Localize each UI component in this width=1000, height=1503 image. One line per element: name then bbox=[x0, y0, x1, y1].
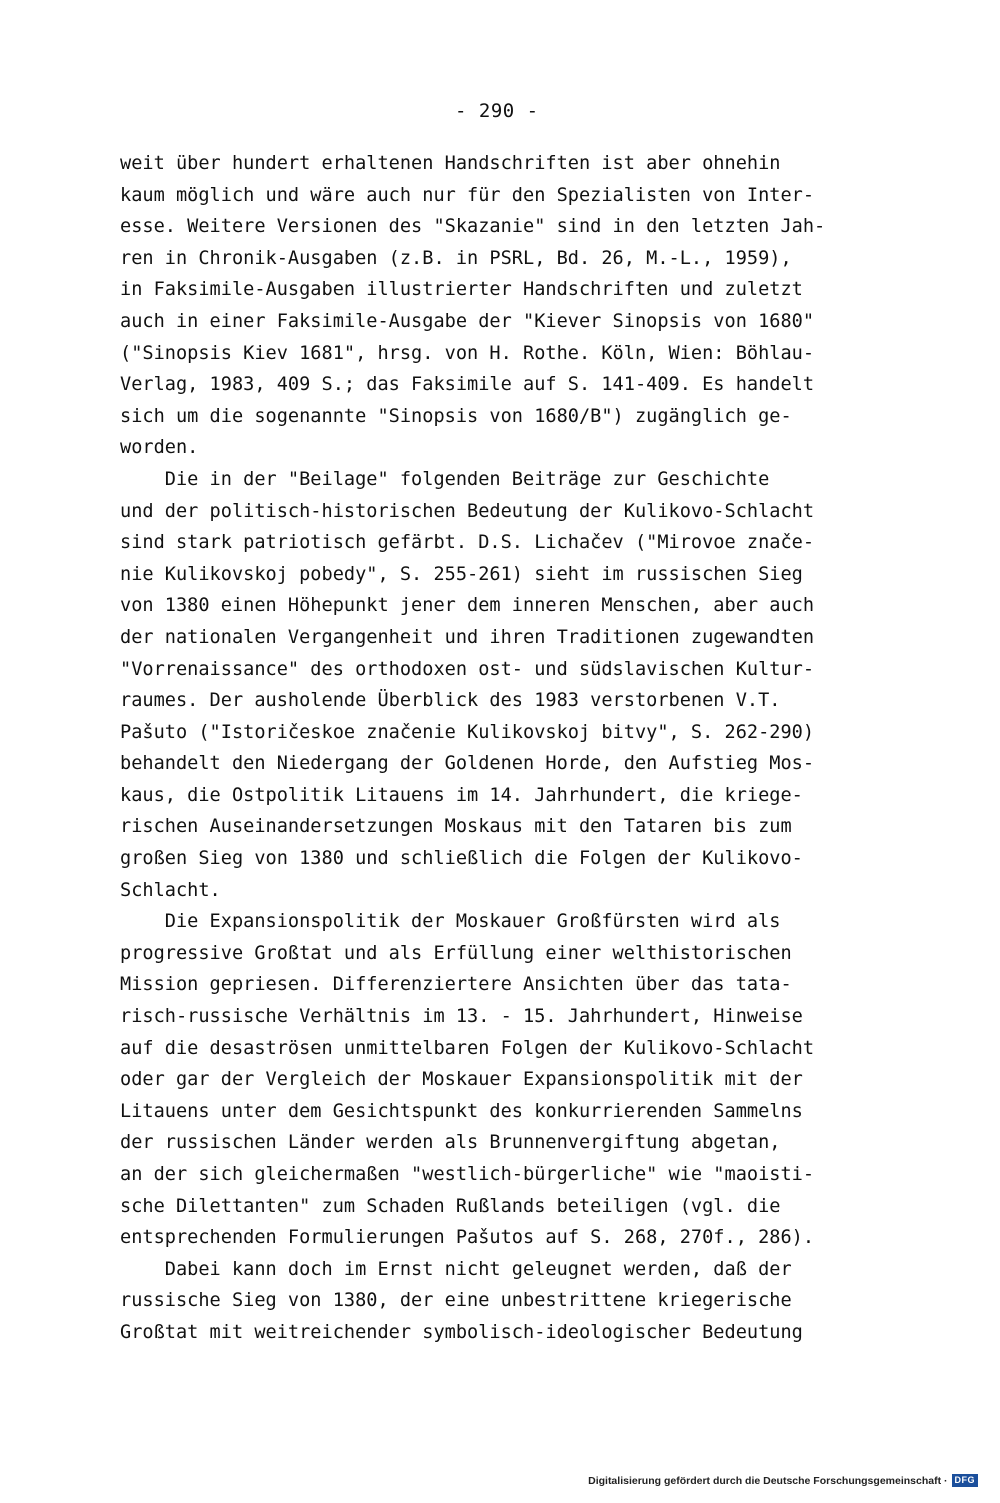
text-line: russische Sieg von 1380, der eine unbestrittene kriegerische bbox=[120, 1290, 792, 1312]
text-line: oder gar der Vergleich der Moskauer Expansionspolitik mit der bbox=[120, 1069, 803, 1091]
text-line: sich um die sogenannte "Sinopsis von 1680/B") zugänglich ge- bbox=[120, 405, 792, 427]
text-line: behandelt den Niedergang der Goldenen Horde, den Aufstieg Mos- bbox=[120, 753, 815, 775]
credit-text: Digitalisierung gefördert durch die Deutsche Forschungsgemeinschaft · bbox=[588, 1474, 948, 1487]
text-line: sche Dilettanten" zum Schaden Rußlands beteiligen (vgl. die bbox=[120, 1195, 781, 1217]
text-line: und der politisch-historischen Bedeutung der Kulikovo-Schlacht bbox=[120, 500, 815, 522]
text-line: Großtat mit weitreichender symbolisch-ideologischer Bedeutung bbox=[120, 1321, 803, 1343]
text-line: rischen Auseinandersetzungen Moskaus mit den Tataren bis zum bbox=[120, 816, 792, 838]
text-line: Verlag, 1983, 409 S.; das Faksimile auf S. 141-409. Es handelt bbox=[120, 374, 815, 396]
text-line: sind stark patriotisch gefärbt. D.S. Lichačev ("Mirovoe znače- bbox=[120, 532, 815, 554]
text-line: großen Sieg von 1380 und schließlich die Folgen der Kulikovo- bbox=[120, 848, 803, 870]
dfg-logo: DFG bbox=[952, 1474, 979, 1487]
text-line: Litauens unter dem Gesichtspunkt des konkurrierenden Sammelns bbox=[120, 1100, 803, 1122]
text-line: worden. bbox=[120, 437, 199, 459]
text-line: nie Kulikovskoj pobedy", S. 255-261) sieht im russischen Sieg bbox=[120, 563, 803, 585]
text-line: Dabei kann doch im Ernst nicht geleugnet werden, daß der bbox=[120, 1258, 792, 1280]
text-line: Pašuto ("Istoričeskoe značenie Kulikovskoj bitvy", S. 262-290) bbox=[120, 721, 815, 743]
text-line: auf die desaströsen unmittelbaren Folgen der Kulikovo-Schlacht bbox=[120, 1037, 815, 1059]
text-line: Schlacht. bbox=[120, 879, 221, 901]
page-number: - 290 - bbox=[455, 100, 539, 122]
text-line: der russischen Länder werden als Brunnenvergiftung abgetan, bbox=[120, 1132, 781, 1154]
text-line: von 1380 einen Höhepunkt jener dem inneren Menschen, aber auch bbox=[120, 595, 815, 617]
text-line: der nationalen Vergangenheit und ihren Traditionen zugewandten bbox=[120, 626, 815, 648]
text-line: kaum möglich und wäre auch nur für den Spezialisten von Inter- bbox=[120, 184, 815, 206]
text-line: Die Expansionspolitik der Moskauer Großfürsten wird als bbox=[120, 911, 781, 933]
digitization-credit bbox=[588, 1474, 978, 1487]
text-line: Mission gepriesen. Differenziertere Ansichten über das tata- bbox=[120, 974, 792, 996]
text-line: raumes. Der ausholende Überblick des 1983 verstorbenen V.T. bbox=[120, 690, 781, 712]
text-line: weit über hundert erhaltenen Handschriften ist aber ohnehin bbox=[120, 153, 781, 174]
text-line: risch-russische Verhältnis im 13. - 15. Jahrhundert, Hinweise bbox=[120, 1006, 803, 1028]
text-line: ren in Chronik-Ausgaben (z.B. in PSRL, Bd. 26, M.-L., 1959), bbox=[120, 247, 792, 269]
text-line: "Vorrenaissance" des orthodoxen ost- und südslavischen Kultur- bbox=[120, 658, 815, 680]
text-line: progressive Großtat und als Erfüllung einer welthistorischen bbox=[120, 942, 792, 964]
text-line: auch in einer Faksimile-Ausgabe der "Kiever Sinopsis von 1680" bbox=[120, 310, 815, 332]
text-line: esse. Weitere Versionen des "Skazanie" sind in den letzten Jah- bbox=[120, 216, 826, 238]
text-line: an der sich gleichermaßen "westlich-bürgerliche" wie "maoisti- bbox=[120, 1164, 815, 1185]
text-line: entsprechenden Formulierungen Pašutos auf S. 268, 270f., 286). bbox=[120, 1227, 815, 1249]
text-line: Die in der "Beilage" folgenden Beiträge zur Geschichte bbox=[120, 468, 770, 490]
text-line: kaus, die Ostpolitik Litauens im 14. Jahrhundert, die kriege- bbox=[120, 784, 803, 806]
text-line: in Faksimile-Ausgaben illustrierter Handschriften und zuletzt bbox=[120, 279, 803, 301]
document-body bbox=[120, 148, 920, 1349]
text-line: ("Sinopsis Kiev 1681", hrsg. von H. Rothe. Köln, Wien: Böhlau- bbox=[120, 342, 815, 364]
